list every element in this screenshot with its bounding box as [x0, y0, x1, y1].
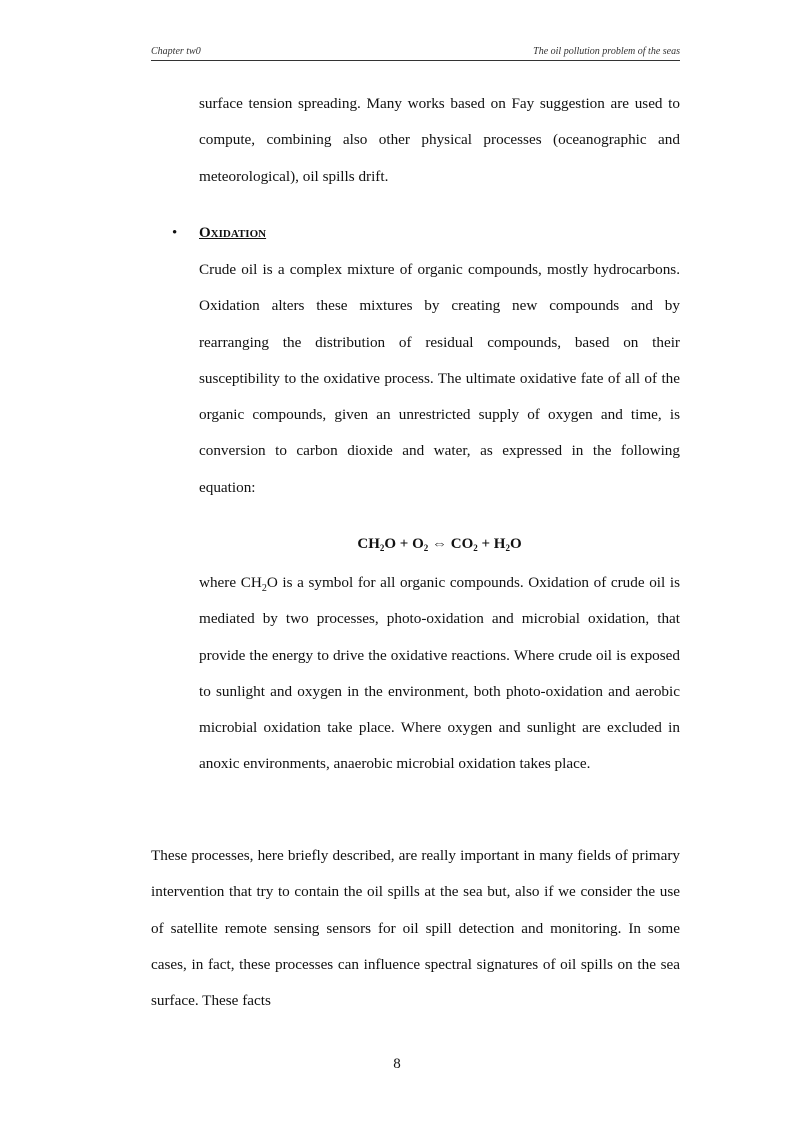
eq-o-end: O	[509, 536, 522, 552]
paragraph-where	[199, 565, 680, 783]
eq-sub4: 2	[505, 543, 510, 553]
eq-plus-h: + H	[481, 536, 506, 552]
paragraph-intro-text: surface tension spreading. Many works based on Fay suggestion are used to compute, combining also other physical processes (oceanographic and meteorological), oil spills drift.	[199, 95, 680, 185]
paragraph-where-text	[199, 565, 680, 783]
paragraph-oxidation-text: Crude oil is a complex mixture of organic compounds, mostly hydrocarbons. Oxidation alters these mixtures by creating new compounds and by rearranging the distribution of residual compounds, based on their susceptibility to the oxidative process. The ultimate oxidative fate of all of the organic compounds, given an unrestricted supply of oxygen and time, is conversion to carbon dioxide and water, as expressed in the following equation:	[199, 261, 680, 496]
eq-ch: CH	[357, 536, 380, 552]
eq-o-plus-o: O + O	[384, 536, 424, 552]
paragraph-oxidation	[199, 252, 680, 506]
section-heading-oxidation: Oxidation	[199, 225, 267, 241]
where-part2: O is a symbol for all organic compounds. Oxidation of crude oil is mediated by two processes, photo-oxidation and microbial oxidation, that provide the energy to drive the oxidative reactions. Where crude oil is exposed to sunlight and oxygen in the environment, both photo-oxidation and aerobic microbial oxidation take place. Where oxygen and sunlight are excluded in anoxic environments, anaerobic microbial oxidation takes place.	[199, 574, 680, 773]
paragraph-processes	[151, 838, 680, 1019]
chapter-label: Chapter tw0	[151, 46, 201, 57]
paragraph-intro	[199, 86, 680, 195]
chapter-title: The oil pollution problem of the seas	[533, 46, 680, 57]
where-subscript: 2	[261, 583, 267, 595]
page-number: 8	[393, 1056, 401, 1072]
eq-arrow-co: ⇔ CO	[432, 536, 474, 552]
bullet-icon: •	[172, 225, 178, 241]
paragraph-processes-text: These processes, here briefly described, are really important in many fields of primary intervention that try to contain the oil spills at the sea but, also if we consider the use of satellite remote sensing sensors for oil spill detection and monitoring. In some cases, in fact, these processes can influence spectral signatures of oil spills on the sea surface. These facts	[151, 847, 680, 1010]
eq-sub2: 2	[423, 543, 429, 553]
oxidation-equation	[199, 532, 680, 560]
page-header	[151, 46, 680, 61]
where-part1: where CH	[199, 574, 262, 591]
eq-sub1: 2	[379, 543, 385, 553]
eq-sub3: 2	[473, 543, 478, 553]
